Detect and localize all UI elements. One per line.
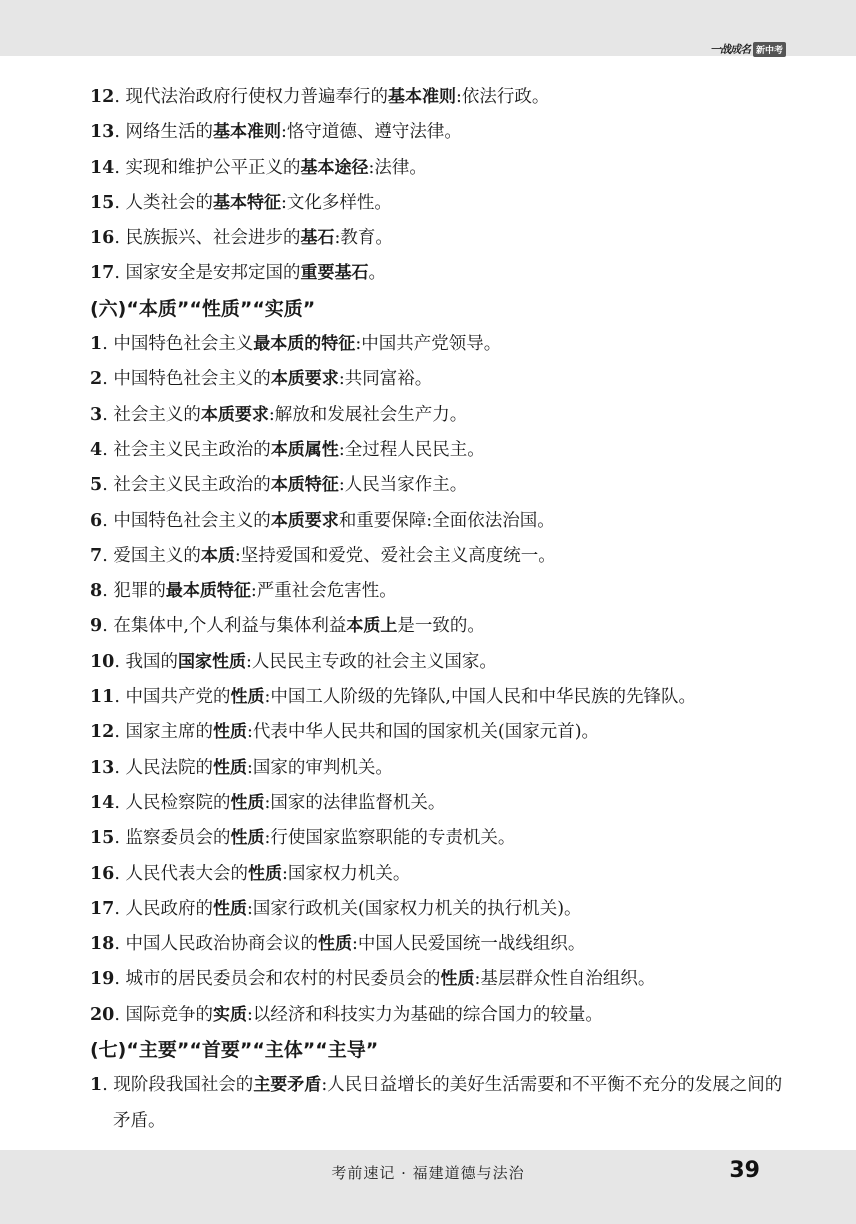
list-item (90, 539, 790, 574)
item-keyword: 国家性质 (178, 651, 246, 672)
item-number: 18 (90, 934, 115, 955)
item-text: :人民民主专政的社会主义国家。 (246, 651, 497, 672)
item-text: :国家的法律监督机关。 (264, 792, 446, 813)
item-keyword: 重要基石 (300, 263, 369, 284)
list-item (90, 504, 790, 539)
item-keyword: 基本途径 (300, 157, 369, 178)
list-item (90, 398, 790, 433)
item-keyword: 性质 (230, 828, 265, 849)
item-keyword: 性质 (213, 757, 247, 778)
item-text: :基层群众性自治组织。 (474, 969, 656, 990)
list-item (90, 962, 790, 997)
page-number: 39 (729, 1158, 760, 1183)
item-text: 和重要保障:全面依法治国。 (338, 510, 555, 531)
list-item (90, 186, 790, 221)
list-item (90, 857, 790, 892)
item-keyword: 本质要求 (200, 404, 269, 425)
list-item (90, 927, 790, 962)
item-number: 14 (90, 792, 115, 813)
item-text: . 人民代表大会的 (114, 863, 248, 884)
item-number: 14 (90, 157, 115, 178)
brand-logo (710, 42, 786, 56)
list-item (90, 221, 790, 256)
item-text: . 国际竞争的 (114, 1004, 213, 1025)
list-item (90, 468, 790, 503)
item-text: :国家的审判机关。 (247, 757, 393, 778)
item-keyword: 最本质的特征 (253, 334, 356, 355)
item-keyword: 实质 (213, 1004, 247, 1025)
item-number: 7 (90, 545, 103, 566)
list-item (90, 609, 790, 644)
item-text: . 在集体中,个人利益与集体利益 (102, 616, 347, 637)
item-text: . 犯罪的 (102, 581, 166, 602)
item-number: 12 (90, 722, 115, 743)
list-item (90, 115, 790, 150)
footer-title: 考前速记 · 福建道德与法治 (331, 1164, 525, 1182)
item-keyword: 性质 (440, 969, 475, 990)
item-text: . 中国特色社会主义的 (102, 510, 271, 531)
item-text: :人民日益增长的美好生活需要和不平衡不充分的发展之间的矛盾。 (113, 1075, 783, 1131)
item-text: :代表中华人民共和国的国家机关(国家元首)。 (247, 722, 600, 743)
item-keyword: 主要矛盾 (253, 1075, 322, 1096)
list-item (90, 327, 790, 362)
item-text: . 我国的 (114, 651, 178, 672)
item-number: 6 (90, 510, 103, 531)
item-keyword: 性质 (317, 934, 352, 955)
list-item (90, 680, 790, 715)
item-text: . 实现和维护公平正义的 (114, 157, 301, 178)
item-keyword: 性质 (230, 792, 265, 813)
item-text: :共同富裕。 (338, 369, 433, 390)
list-item (90, 786, 790, 821)
item-keyword: 性质 (213, 722, 247, 743)
item-number: 20 (90, 1004, 115, 1025)
item-number: 15 (90, 828, 115, 849)
item-text: . 民族振兴、社会进步的 (114, 228, 301, 249)
list-item (90, 751, 790, 786)
item-number: 15 (90, 192, 115, 213)
item-number: 17 (90, 263, 115, 284)
item-text: :国家权力机关。 (281, 863, 411, 884)
item-text: . 监察委员会的 (114, 828, 231, 849)
item-text: . 中国特色社会主义 (102, 334, 254, 355)
item-number: 3 (90, 404, 103, 425)
list-item (90, 574, 790, 609)
list-item (90, 821, 790, 856)
item-keyword: 性质 (230, 687, 265, 708)
item-keyword: 本质特征 (270, 475, 339, 496)
item-number: 13 (90, 757, 115, 778)
item-text: . 人民政府的 (114, 898, 213, 919)
item-text: :恪守道德、遵守法律。 (281, 122, 462, 143)
item-text: . 现代法治政府行使权力普遍奉行的 (114, 87, 388, 107)
item-number: 1 (90, 1075, 103, 1096)
item-keyword: 基本准则 (387, 87, 456, 107)
list-item (90, 256, 790, 291)
item-text: . 社会主义的 (102, 404, 201, 425)
item-text: :解放和发展社会生产力。 (268, 404, 468, 425)
item-text: . 城市的居民委员会和农村的村民委员会的 (114, 969, 441, 990)
item-keyword: 本质上 (346, 616, 398, 637)
list-item (90, 892, 790, 927)
item-text: . 中国特色社会主义的 (102, 369, 271, 390)
item-number: 13 (90, 122, 115, 143)
item-text: . 现阶段我国社会的 (102, 1075, 254, 1096)
item-number: 9 (90, 616, 103, 637)
list-item (90, 80, 790, 115)
item-keyword: 最本质特征 (165, 581, 251, 602)
item-text: :依法行政。 (455, 87, 550, 107)
item-number: 2 (90, 369, 103, 390)
section-basic-list (90, 80, 790, 292)
list-item (90, 1068, 793, 1139)
item-text: :文化多样性。 (281, 192, 392, 213)
item-text: :中国工人阶级的先锋队,中国人民和中华民族的先锋队。 (264, 687, 696, 708)
item-keyword: 性质 (247, 863, 282, 884)
item-text: . 中国共产党的 (114, 687, 231, 708)
item-number: 11 (90, 687, 115, 708)
item-keyword: 本质要求 (270, 510, 339, 531)
section-heading-6: (六)“本质”“性质”“实质” (90, 297, 316, 320)
item-text: :严重社会危害性。 (250, 581, 397, 602)
item-text: :中国人民爱国统一战线组织。 (351, 934, 586, 955)
item-text: :行使国家监察职能的专责机关。 (264, 828, 516, 849)
item-keyword: 基石 (300, 228, 335, 249)
item-keyword: 基本特征 (213, 192, 281, 213)
item-text: :国家行政机关(国家权力机关的执行机关)。 (247, 898, 582, 919)
item-number: 17 (90, 898, 115, 919)
section-heading-7: (七)“主要”“首要”“主体”“主导” (90, 1039, 379, 1062)
top-bar (0, 0, 856, 56)
item-text: 是一致的。 (397, 616, 485, 637)
item-text: . 人民检察院的 (114, 792, 231, 813)
item-number: 8 (90, 581, 103, 602)
item-text: . 社会主义民主政治的 (102, 439, 271, 460)
item-keyword: 性质 (213, 898, 247, 919)
list-item (90, 151, 790, 186)
item-keyword: 本质属性 (270, 439, 339, 460)
item-text: . 网络生活的 (114, 122, 213, 143)
item-text: . 国家安全是安邦定国的 (114, 263, 301, 284)
item-keyword: 本质要求 (270, 369, 339, 390)
item-number: 5 (90, 475, 103, 496)
section-7-list (90, 1068, 790, 1139)
page-content (90, 80, 790, 1139)
item-number: 12 (90, 87, 115, 107)
item-number: 4 (90, 439, 103, 460)
item-text: :法律。 (368, 157, 427, 178)
item-text: :坚持爱国和爱党、爱社会主义高度统一。 (234, 545, 556, 566)
item-keyword: 本质 (200, 545, 235, 566)
list-item (90, 362, 790, 397)
item-text: . 人类社会的 (114, 192, 213, 213)
item-text: :教育。 (334, 228, 393, 249)
item-text: . 社会主义民主政治的 (102, 475, 271, 496)
item-text: . 爱国主义的 (102, 545, 201, 566)
item-number: 1 (90, 334, 103, 355)
list-item (90, 645, 790, 680)
item-text: . 中国人民政治协商会议的 (114, 934, 318, 955)
footer-bar (0, 1150, 856, 1224)
section-6-list (90, 327, 790, 1033)
list-item (90, 715, 790, 750)
list-item (90, 998, 790, 1033)
item-keyword: 基本准则 (213, 122, 281, 143)
item-number: 16 (90, 228, 115, 249)
item-text: :全过程人民民主。 (338, 439, 485, 460)
brand-name: 一战成名 (709, 43, 750, 56)
item-text: . 人民法院的 (114, 757, 213, 778)
item-text: :人民当家作主。 (338, 475, 468, 496)
item-text: 。 (368, 263, 386, 284)
item-text: . 国家主席的 (114, 722, 213, 743)
item-text: :中国共产党领导。 (355, 334, 502, 355)
item-number: 16 (90, 863, 115, 884)
list-item (90, 433, 790, 468)
item-text: :以经济和科技实力为基础的综合国力的较量。 (247, 1004, 603, 1025)
item-number: 19 (90, 969, 115, 990)
item-number: 10 (90, 651, 115, 672)
brand-tag: 新中考 (753, 42, 786, 57)
